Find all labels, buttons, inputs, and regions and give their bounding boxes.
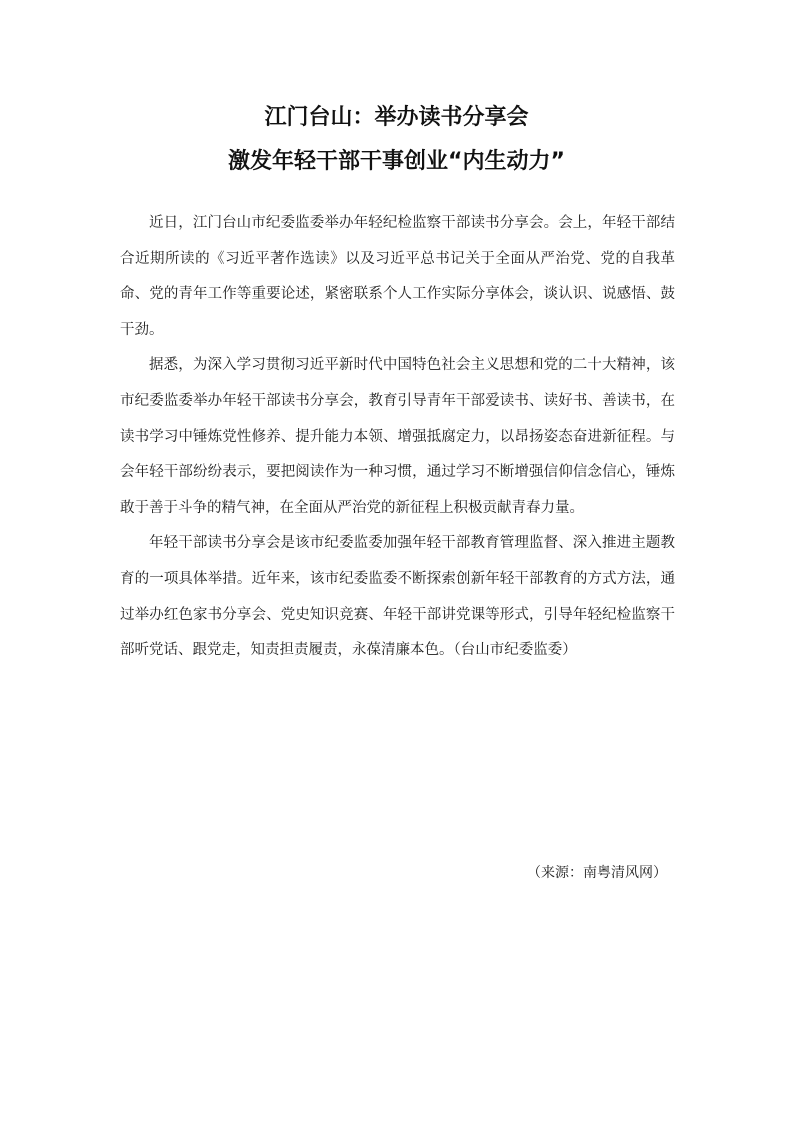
article-paragraph-2: 据悉，为深入学习贯彻习近平新时代中国特色社会主义思想和党的二十大精神，该市纪委监委举办年轻干部读书分享会，教育引导青年干部爱读书、读好书、善读书，在读书学习中锤炼党性修养、提升能力本领、增强抵腐定力，以昂扬姿态奋进新征程。与会年轻干部纷纷表示，要把阅读作为一种习惯，通过学习不断增强信仰信念信心，锤炼敢于善于斗争的精气神，在全面从严治党的新征程上积极贡献青春力量。 (120, 357, 675, 516)
article-title-line-1: 江门台山：举办读书分享会 (264, 105, 529, 130)
article-paragraph-3: 年轻干部读书分享会是该市纪委监委加强年轻干部教育管理监督、深入推进主题教育的一项具体举措。近年来，该市纪委监委不断探索创新年轻干部教育的方式方法，通过举办红色家书分享会、党史知识竞赛、年轻干部讲党课等形式，引导年轻纪检监察干部听党话、跟党走，知责担责履责，永葆清廉本色。（台山市纪委监委） (120, 535, 675, 659)
article-paragraph-1: 近日，江门台山市纪委监委举办年轻纪检监察干部读书分享会。会上，年轻干部结合近期所读的《习近平著作选读》以及习近平总书记关于全面从严治党、党的自我革命、党的青年工作等重要论述，紧密联系个人工作实际分享体会，谈认识、说感悟、鼓干劲。 (120, 215, 675, 338)
article-title-line-2: 激发年轻干部干事创业“内生动力” (228, 149, 565, 174)
article-source: （来源：南粤清风网） (527, 865, 667, 881)
article-body (120, 206, 675, 669)
